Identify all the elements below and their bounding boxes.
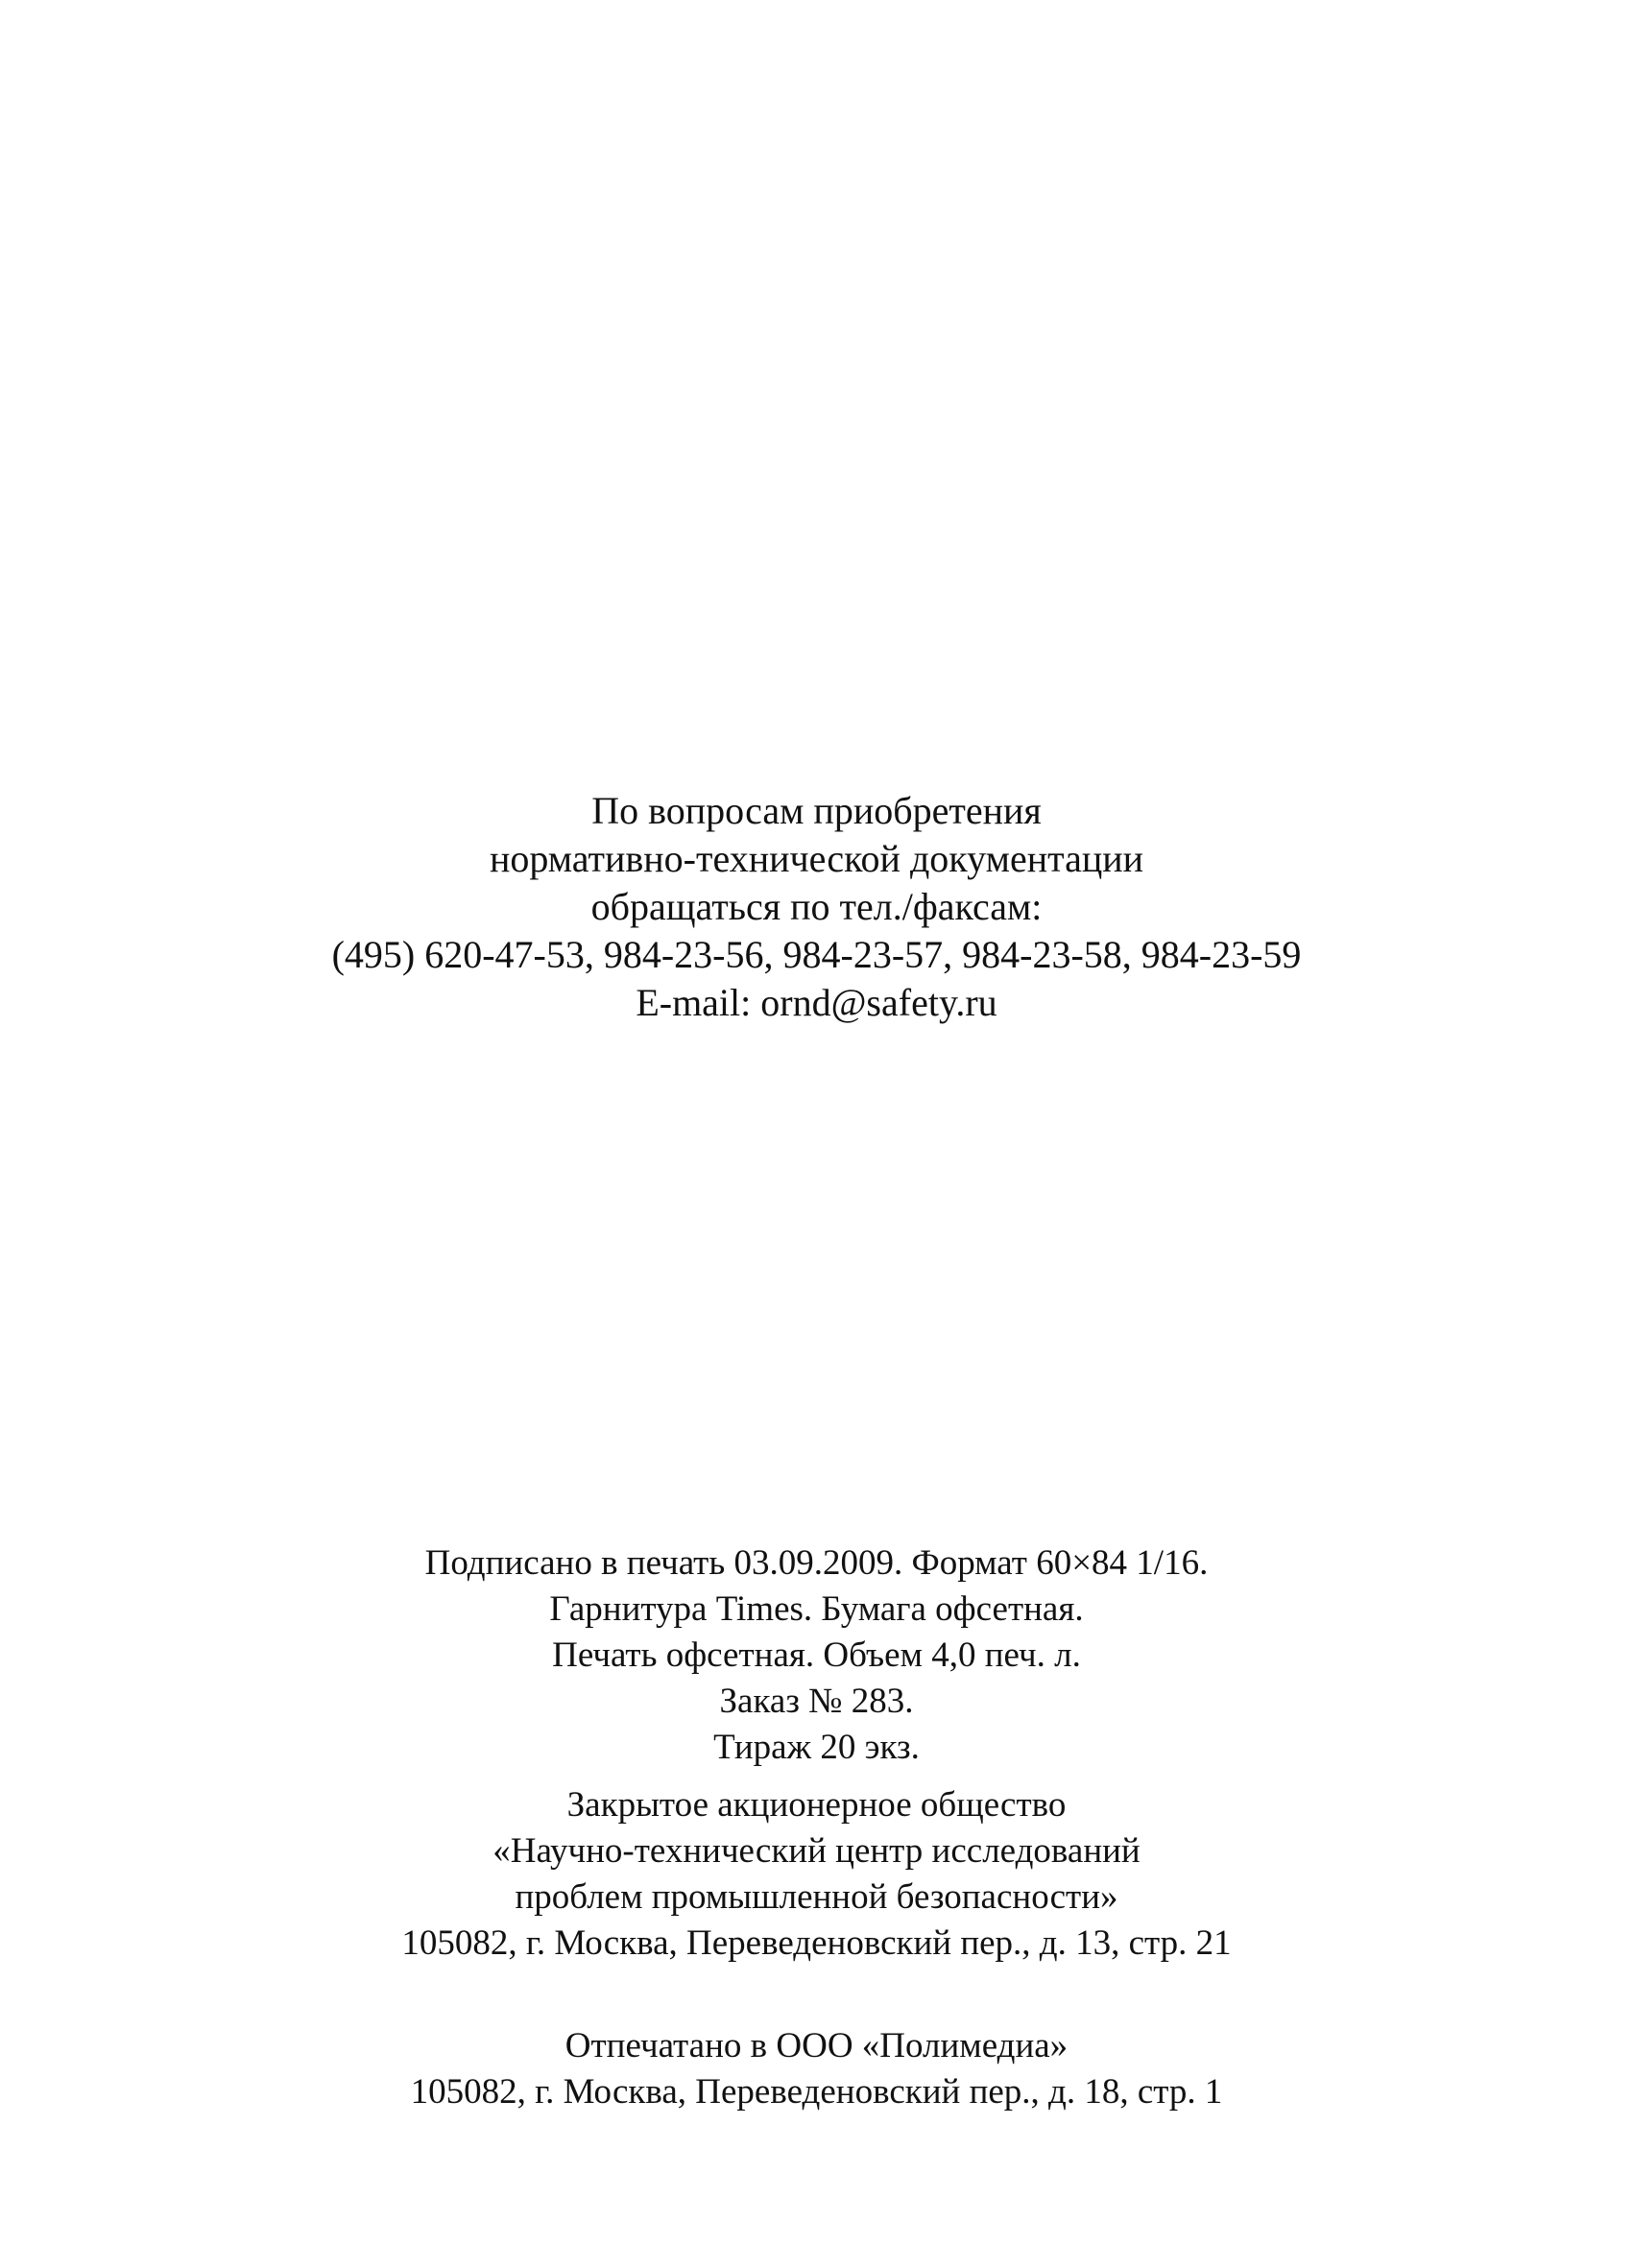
contact-heading-line-1: По вопросам приобретения [591, 789, 1042, 832]
contact-email: E-mail: ornd@safety.ru [636, 981, 997, 1024]
publisher-block [0, 1782, 1633, 1967]
publisher-address: 105082, г. Москва, Переведеновский пер., д. 13, стр. 21 [401, 1923, 1232, 1963]
imprint-order-number: Заказ № 283. [719, 1682, 914, 1721]
contact-heading-line-3: обращаться по тел./факсам: [590, 885, 1043, 928]
printer-name: Отпечатано в ООО «Полимедиа» [564, 2026, 1069, 2065]
imprint-block [0, 1540, 1633, 1771]
publisher-name-line-1: «Научно-технический центр исследований [492, 1831, 1141, 1871]
publisher-type: Закрытое акционерное общество [566, 1785, 1067, 1825]
contact-phone-numbers: (495) 620-47-53, 984-23-56, 984-23-57, 984-23-58, 984-23-59 [331, 933, 1302, 976]
publisher-name-line-2: проблем промышленной безопасности» [515, 1877, 1118, 1917]
printer-block [0, 2023, 1633, 2115]
contact-heading-line-2: нормативно-технической документации [489, 837, 1144, 880]
contact-info-block [0, 787, 1633, 1027]
imprint-signed-format: Подписано в печать 03.09.2009. Формат 60×84 1/16. [424, 1543, 1209, 1583]
imprint-print-run: Тираж 20 экз. [713, 1728, 920, 1767]
printer-address: 105082, г. Москва, Переведеновский пер., д. 18, стр. 1 [410, 2072, 1223, 2112]
imprint-print-volume: Печать офсетная. Объем 4,0 печ. л. [552, 1635, 1081, 1675]
imprint-typeface-paper: Гарнитура Times. Бумага офсетная. [549, 1589, 1084, 1629]
